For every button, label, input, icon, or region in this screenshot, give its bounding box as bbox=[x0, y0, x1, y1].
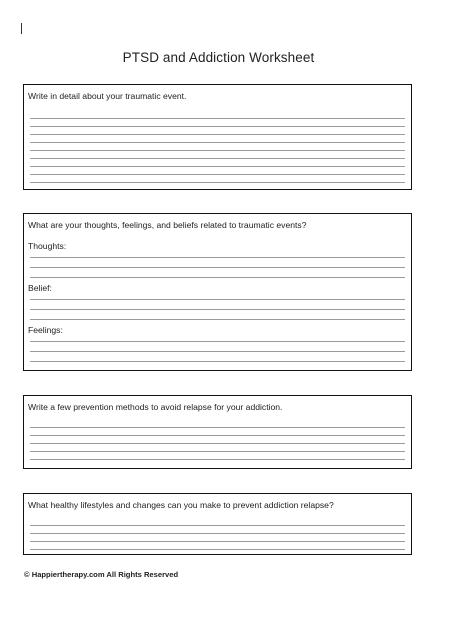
answer-line[interactable] bbox=[30, 525, 405, 526]
answer-line[interactable] bbox=[30, 166, 405, 167]
feelings-answer-line[interactable] bbox=[30, 341, 405, 342]
answer-line[interactable] bbox=[30, 549, 405, 550]
feelings-label: Feelings: bbox=[28, 325, 63, 335]
belief-label: Belief: bbox=[28, 283, 52, 293]
prevention-methods-box bbox=[23, 395, 412, 469]
answer-line[interactable] bbox=[30, 443, 405, 444]
thoughts-answer-line[interactable] bbox=[30, 267, 405, 268]
belief-answer-line[interactable] bbox=[30, 309, 405, 310]
traumatic-event-prompt: Write in detail about your traumatic event. bbox=[28, 91, 187, 101]
answer-line[interactable] bbox=[30, 459, 405, 460]
answer-line[interactable] bbox=[30, 182, 405, 183]
healthy-lifestyles-box bbox=[23, 493, 412, 555]
thoughts-feelings-beliefs-box bbox=[23, 213, 412, 371]
healthy-lifestyles-prompt: What healthy lifestyles and changes can you make to prevent addiction relapse? bbox=[28, 500, 334, 510]
answer-line[interactable] bbox=[30, 451, 405, 452]
text-cursor-mark bbox=[21, 23, 22, 34]
answer-line[interactable] bbox=[30, 533, 405, 534]
answer-line[interactable] bbox=[30, 118, 405, 119]
traumatic-event-box bbox=[23, 84, 412, 190]
thoughts-answer-line[interactable] bbox=[30, 257, 405, 258]
answer-line[interactable] bbox=[30, 142, 405, 143]
thoughts-feelings-beliefs-prompt: What are your thoughts, feelings, and beliefs related to traumatic events? bbox=[28, 220, 307, 230]
answer-line[interactable] bbox=[30, 158, 405, 159]
copyright-footer: © Happiertherapy.com All Rights Reserved bbox=[24, 570, 179, 579]
answer-line[interactable] bbox=[30, 134, 405, 135]
feelings-answer-line[interactable] bbox=[30, 351, 405, 352]
feelings-answer-line[interactable] bbox=[30, 361, 405, 362]
thoughts-label: Thoughts: bbox=[28, 241, 67, 251]
answer-line[interactable] bbox=[30, 174, 405, 175]
answer-line[interactable] bbox=[30, 126, 405, 127]
belief-answer-line[interactable] bbox=[30, 299, 405, 300]
thoughts-answer-line[interactable] bbox=[30, 277, 405, 278]
prevention-methods-prompt: Write a few prevention methods to avoid relapse for your addiction. bbox=[28, 402, 283, 412]
answer-line[interactable] bbox=[30, 427, 405, 428]
answer-line[interactable] bbox=[30, 435, 405, 436]
page-title: PTSD and Addiction Worksheet bbox=[122, 50, 315, 65]
belief-answer-line[interactable] bbox=[30, 319, 405, 320]
answer-line[interactable] bbox=[30, 541, 405, 542]
answer-line[interactable] bbox=[30, 150, 405, 151]
